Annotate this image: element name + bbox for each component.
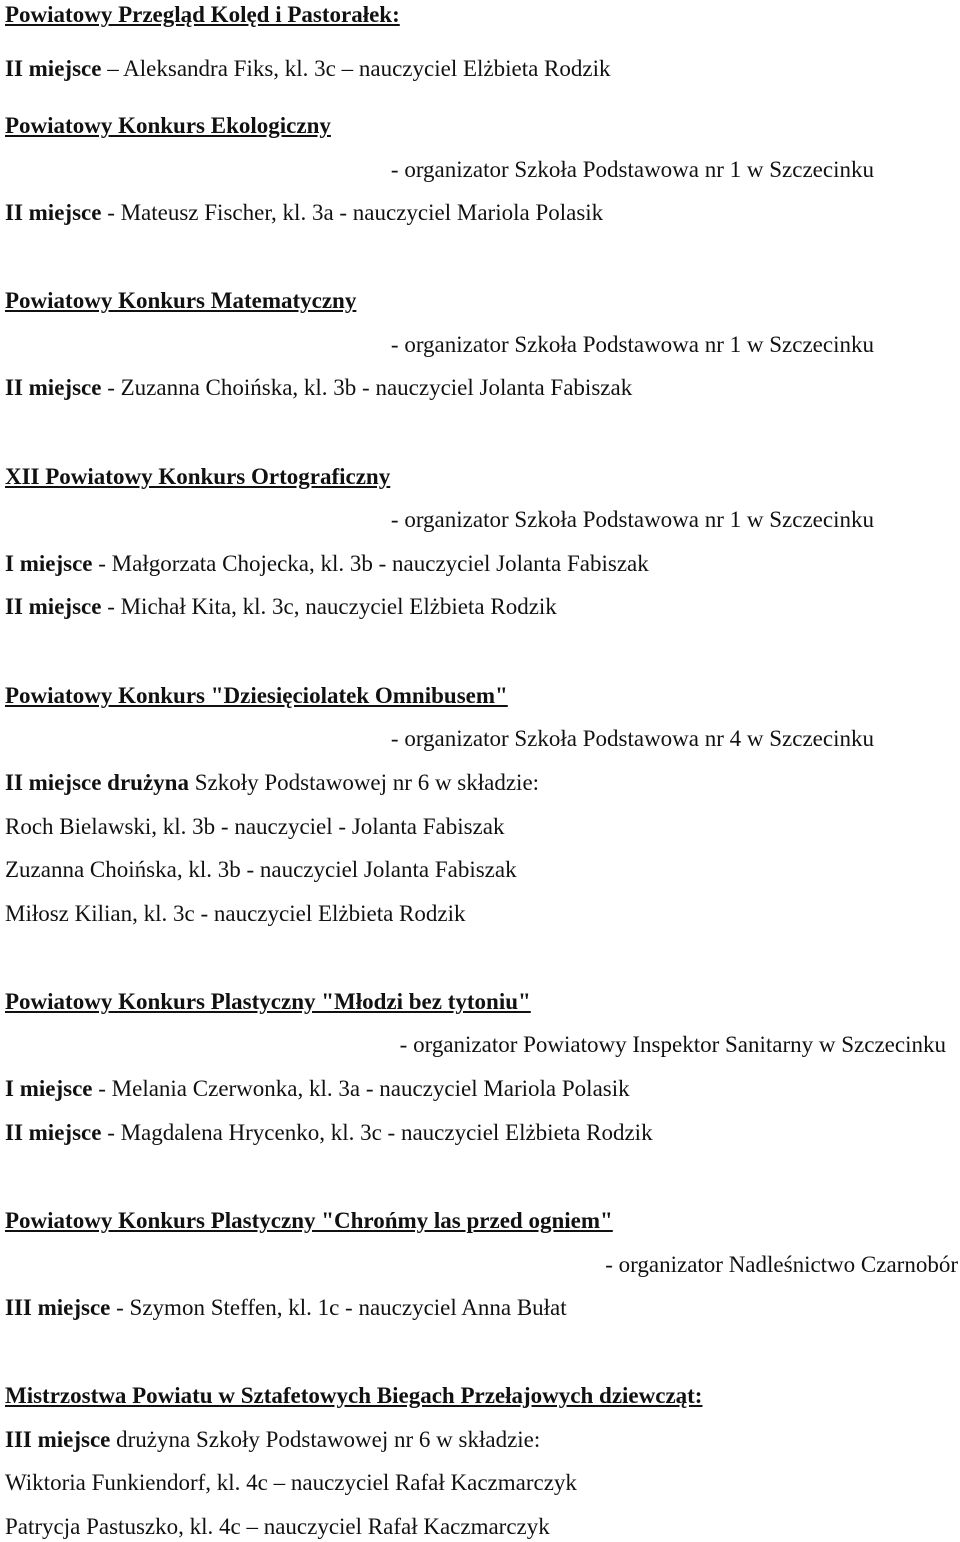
- team-member: Wiktoria Funkiendorf, kl. 4c – nauczyciel Rafał Kaczmarczyk: [5, 1470, 577, 1495]
- award-place: II miejsce: [5, 594, 102, 619]
- award-text: - Szymon Steffen, kl. 1c - nauczyciel Anna Bułat: [110, 1295, 567, 1320]
- section-title: XII Powiatowy Konkurs Ortograficzny: [5, 464, 391, 489]
- award-text: - Mateusz Fischer, kl. 3a - nauczyciel Mariola Polasik: [101, 200, 604, 225]
- team-member: Patrycja Pastuszko, kl. 4c – nauczyciel Rafał Kaczmarczyk: [5, 1514, 550, 1539]
- award-place: II miejsce: [5, 56, 102, 81]
- team-member: Miłosz Kilian, kl. 3c - nauczyciel Elżbieta Rodzik: [5, 901, 466, 926]
- organizer-line: - organizator Szkoła Podstawowa nr 1 w Szczecinku: [390, 157, 874, 182]
- organizer-line: - organizator Powiatowy Inspektor Sanitarny w Szczecinku: [399, 1032, 946, 1057]
- section-title: Powiatowy Konkurs Matematyczny: [5, 288, 357, 313]
- award-place: I miejsce: [5, 551, 93, 576]
- section-title: Powiatowy Konkurs Plastyczny "Chrońmy las przed ogniem": [5, 1208, 613, 1233]
- section-title: Powiatowy Konkurs "Dziesięciolatek Omnibusem": [5, 683, 508, 708]
- section-title: Powiatowy Konkurs Plastyczny "Młodzi bez tytoniu": [5, 989, 531, 1014]
- award-line: [5, 54, 611, 84]
- award-line: [5, 549, 649, 579]
- award-text: Szkoły Podstawowej nr 6 w składzie:: [188, 770, 540, 795]
- award-place: II miejsce: [5, 1120, 102, 1145]
- award-text: drużyna Szkoły Podstawowej nr 6 w składzie:: [110, 1427, 541, 1452]
- award-place: II miejsce drużyna: [5, 770, 189, 795]
- award-place: III miejsce: [5, 1295, 111, 1320]
- section-title: Powiatowy Przegląd Kolęd i Pastorałek:: [5, 2, 400, 27]
- award-text: - Melania Czerwonka, kl. 3a - nauczyciel Mariola Polasik: [92, 1076, 630, 1101]
- organizer-line: - organizator Nadleśnictwo Czarnobór: [605, 1252, 958, 1277]
- organizer-line: - organizator Szkoła Podstawowa nr 4 w Szczecinku: [390, 726, 874, 751]
- organizer-line: - organizator Szkoła Podstawowa nr 1 w Szczecinku: [390, 332, 874, 357]
- section-title: Powiatowy Konkurs Ekologiczny: [5, 113, 331, 138]
- award-place: II miejsce: [5, 375, 102, 400]
- award-place: III miejsce: [5, 1427, 111, 1452]
- award-line: [5, 592, 557, 622]
- award-line: [5, 768, 539, 798]
- award-line: [5, 1074, 630, 1104]
- award-line: [5, 1425, 540, 1455]
- organizer-line: - organizator Szkoła Podstawowa nr 1 w Szczecinku: [390, 507, 874, 532]
- award-text: – Aleksandra Fiks, kl. 3c – nauczyciel Elżbieta Rodzik: [101, 56, 611, 81]
- award-line: [5, 1118, 653, 1148]
- section-title: Mistrzostwa Powiatu w Sztafetowych Biegach Przełajowych dziewcząt:: [5, 1383, 703, 1408]
- award-text: - Michał Kita, kl. 3c, nauczyciel Elżbieta Rodzik: [101, 594, 557, 619]
- award-text: - Zuzanna Choińska, kl. 3b - nauczyciel Jolanta Fabiszak: [101, 375, 633, 400]
- award-line: [5, 373, 632, 403]
- award-line: [5, 198, 603, 228]
- award-place: II miejsce: [5, 200, 102, 225]
- team-member: Roch Bielawski, kl. 3b - nauczyciel - Jolanta Fabiszak: [5, 814, 505, 839]
- team-member: Zuzanna Choińska, kl. 3b - nauczyciel Jolanta Fabiszak: [5, 857, 517, 882]
- award-place: I miejsce: [5, 1076, 93, 1101]
- award-text: - Małgorzata Chojecka, kl. 3b - nauczyciel Jolanta Fabiszak: [92, 551, 649, 576]
- award-line: [5, 1293, 567, 1323]
- award-text: - Magdalena Hrycenko, kl. 3c - nauczyciel Elżbieta Rodzik: [101, 1120, 653, 1145]
